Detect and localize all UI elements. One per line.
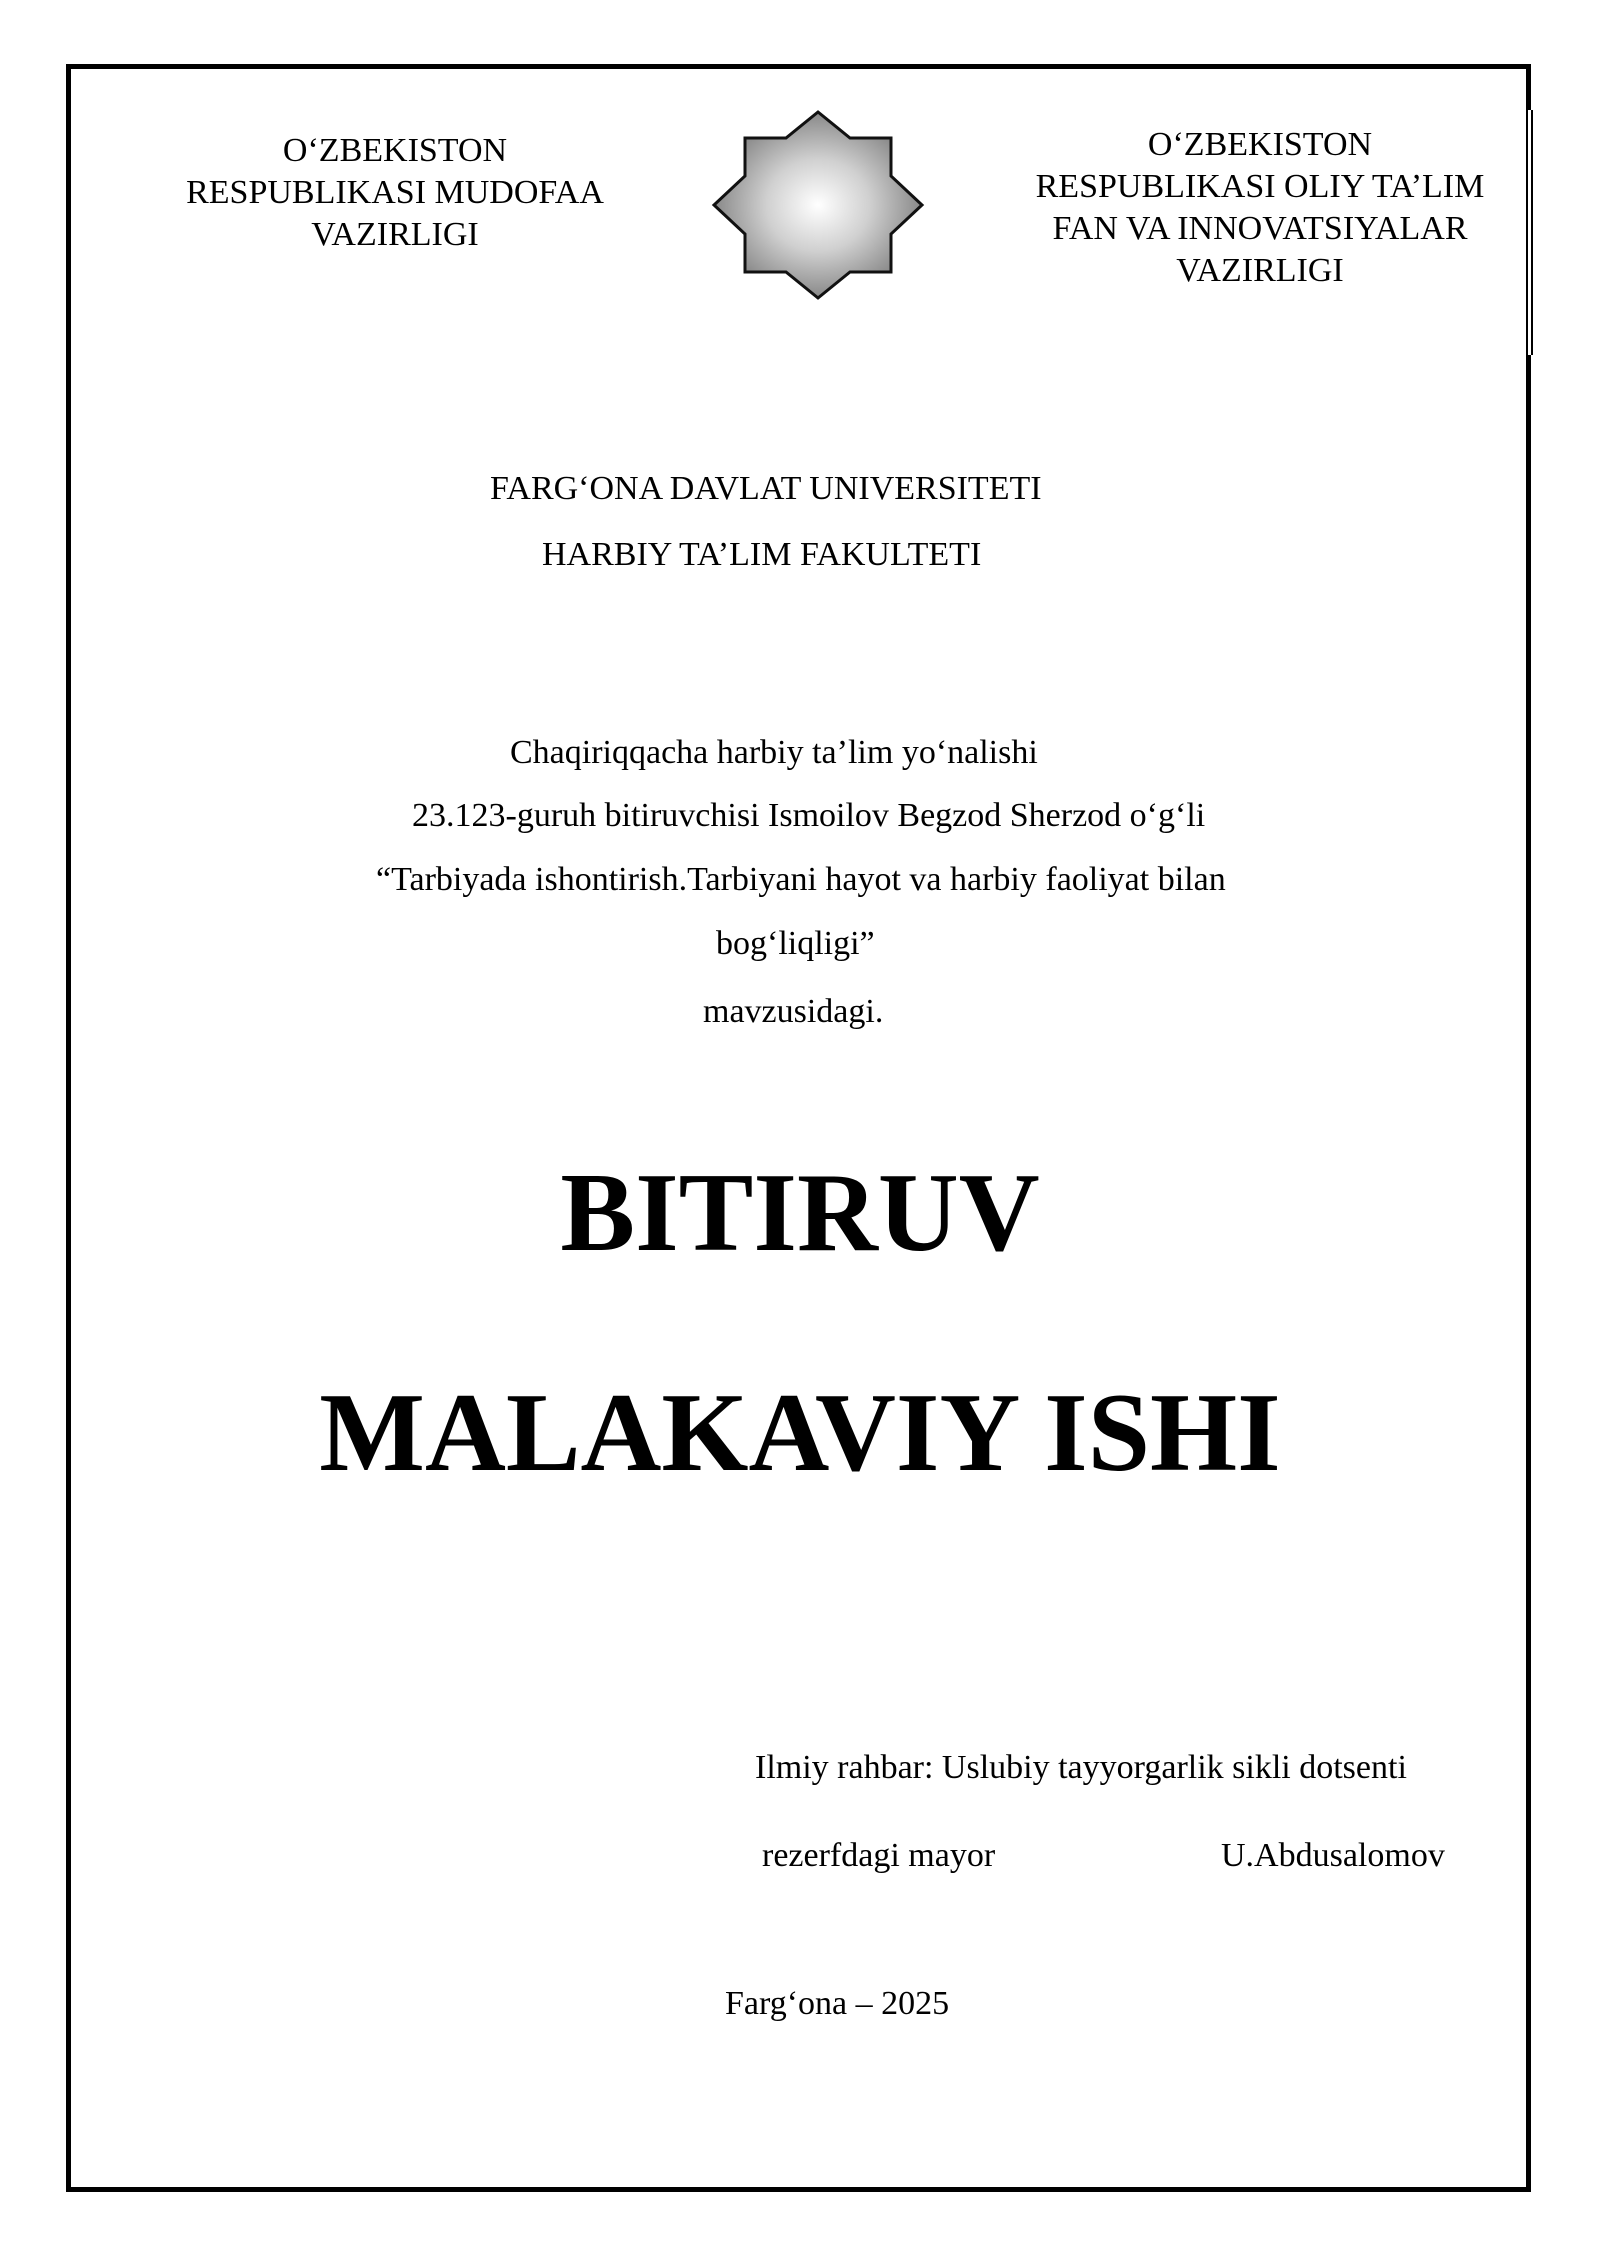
higher-education-ministry-line: RESPUBLIKASI OLIY TA’LIM: [1035, 168, 1485, 205]
higher-education-ministry-line: VAZIRLIGI: [1176, 252, 1344, 289]
supervisor-name: U.Abdusalomov: [1221, 1837, 1445, 1874]
document-title: BITIRUV: [560, 1151, 1040, 1275]
description-line: 23.123-guruh bitiruvchisi Ismoilov Begzod Sherzod o‘g‘li: [412, 797, 1206, 834]
eight-pointed-star-emblem-icon: [710, 108, 926, 302]
description-line: Chaqiriqqacha harbiy ta’lim yo‘nalishi: [510, 734, 1038, 771]
thesis-topic-continued: bog‘liqligi”: [716, 925, 875, 962]
document-subtitle: MALAKAVIY ISHI: [319, 1371, 1281, 1495]
defense-ministry-line: RESPUBLIKASI MUDOFAA: [186, 174, 604, 211]
higher-education-ministry-line: O‘ZBEKISTON: [1147, 126, 1373, 163]
supervisor-title: Ilmiy rahbar: Uslubiy tayyorgarlik sikli dotsenti: [755, 1749, 1407, 1786]
supervisor-rank: rezerfdagi mayor: [762, 1837, 996, 1874]
thesis-topic: “Tarbiyada ishontirish.Tarbiyani hayot va harbiy faoliyat bilan: [376, 861, 1226, 898]
faculty-name: HARBIY TA’LIM FAKULTETI: [542, 536, 982, 573]
defense-ministry-line: O‘ZBEKISTON: [282, 132, 508, 169]
defense-ministry-line: VAZIRLIGI: [311, 216, 479, 253]
higher-education-ministry-heading: [990, 124, 1530, 292]
defense-ministry-heading: [150, 130, 640, 256]
place-and-year: Farg‘ona – 2025: [725, 1985, 950, 2022]
border-gap-line: [1531, 110, 1533, 355]
higher-education-ministry-line: FAN VA INNOVATSIYALAR: [1052, 210, 1468, 247]
description-line: mavzusidagi.: [703, 993, 884, 1030]
university-name: FARG‘ONA DAVLAT UNIVERSITETI: [490, 470, 1042, 507]
